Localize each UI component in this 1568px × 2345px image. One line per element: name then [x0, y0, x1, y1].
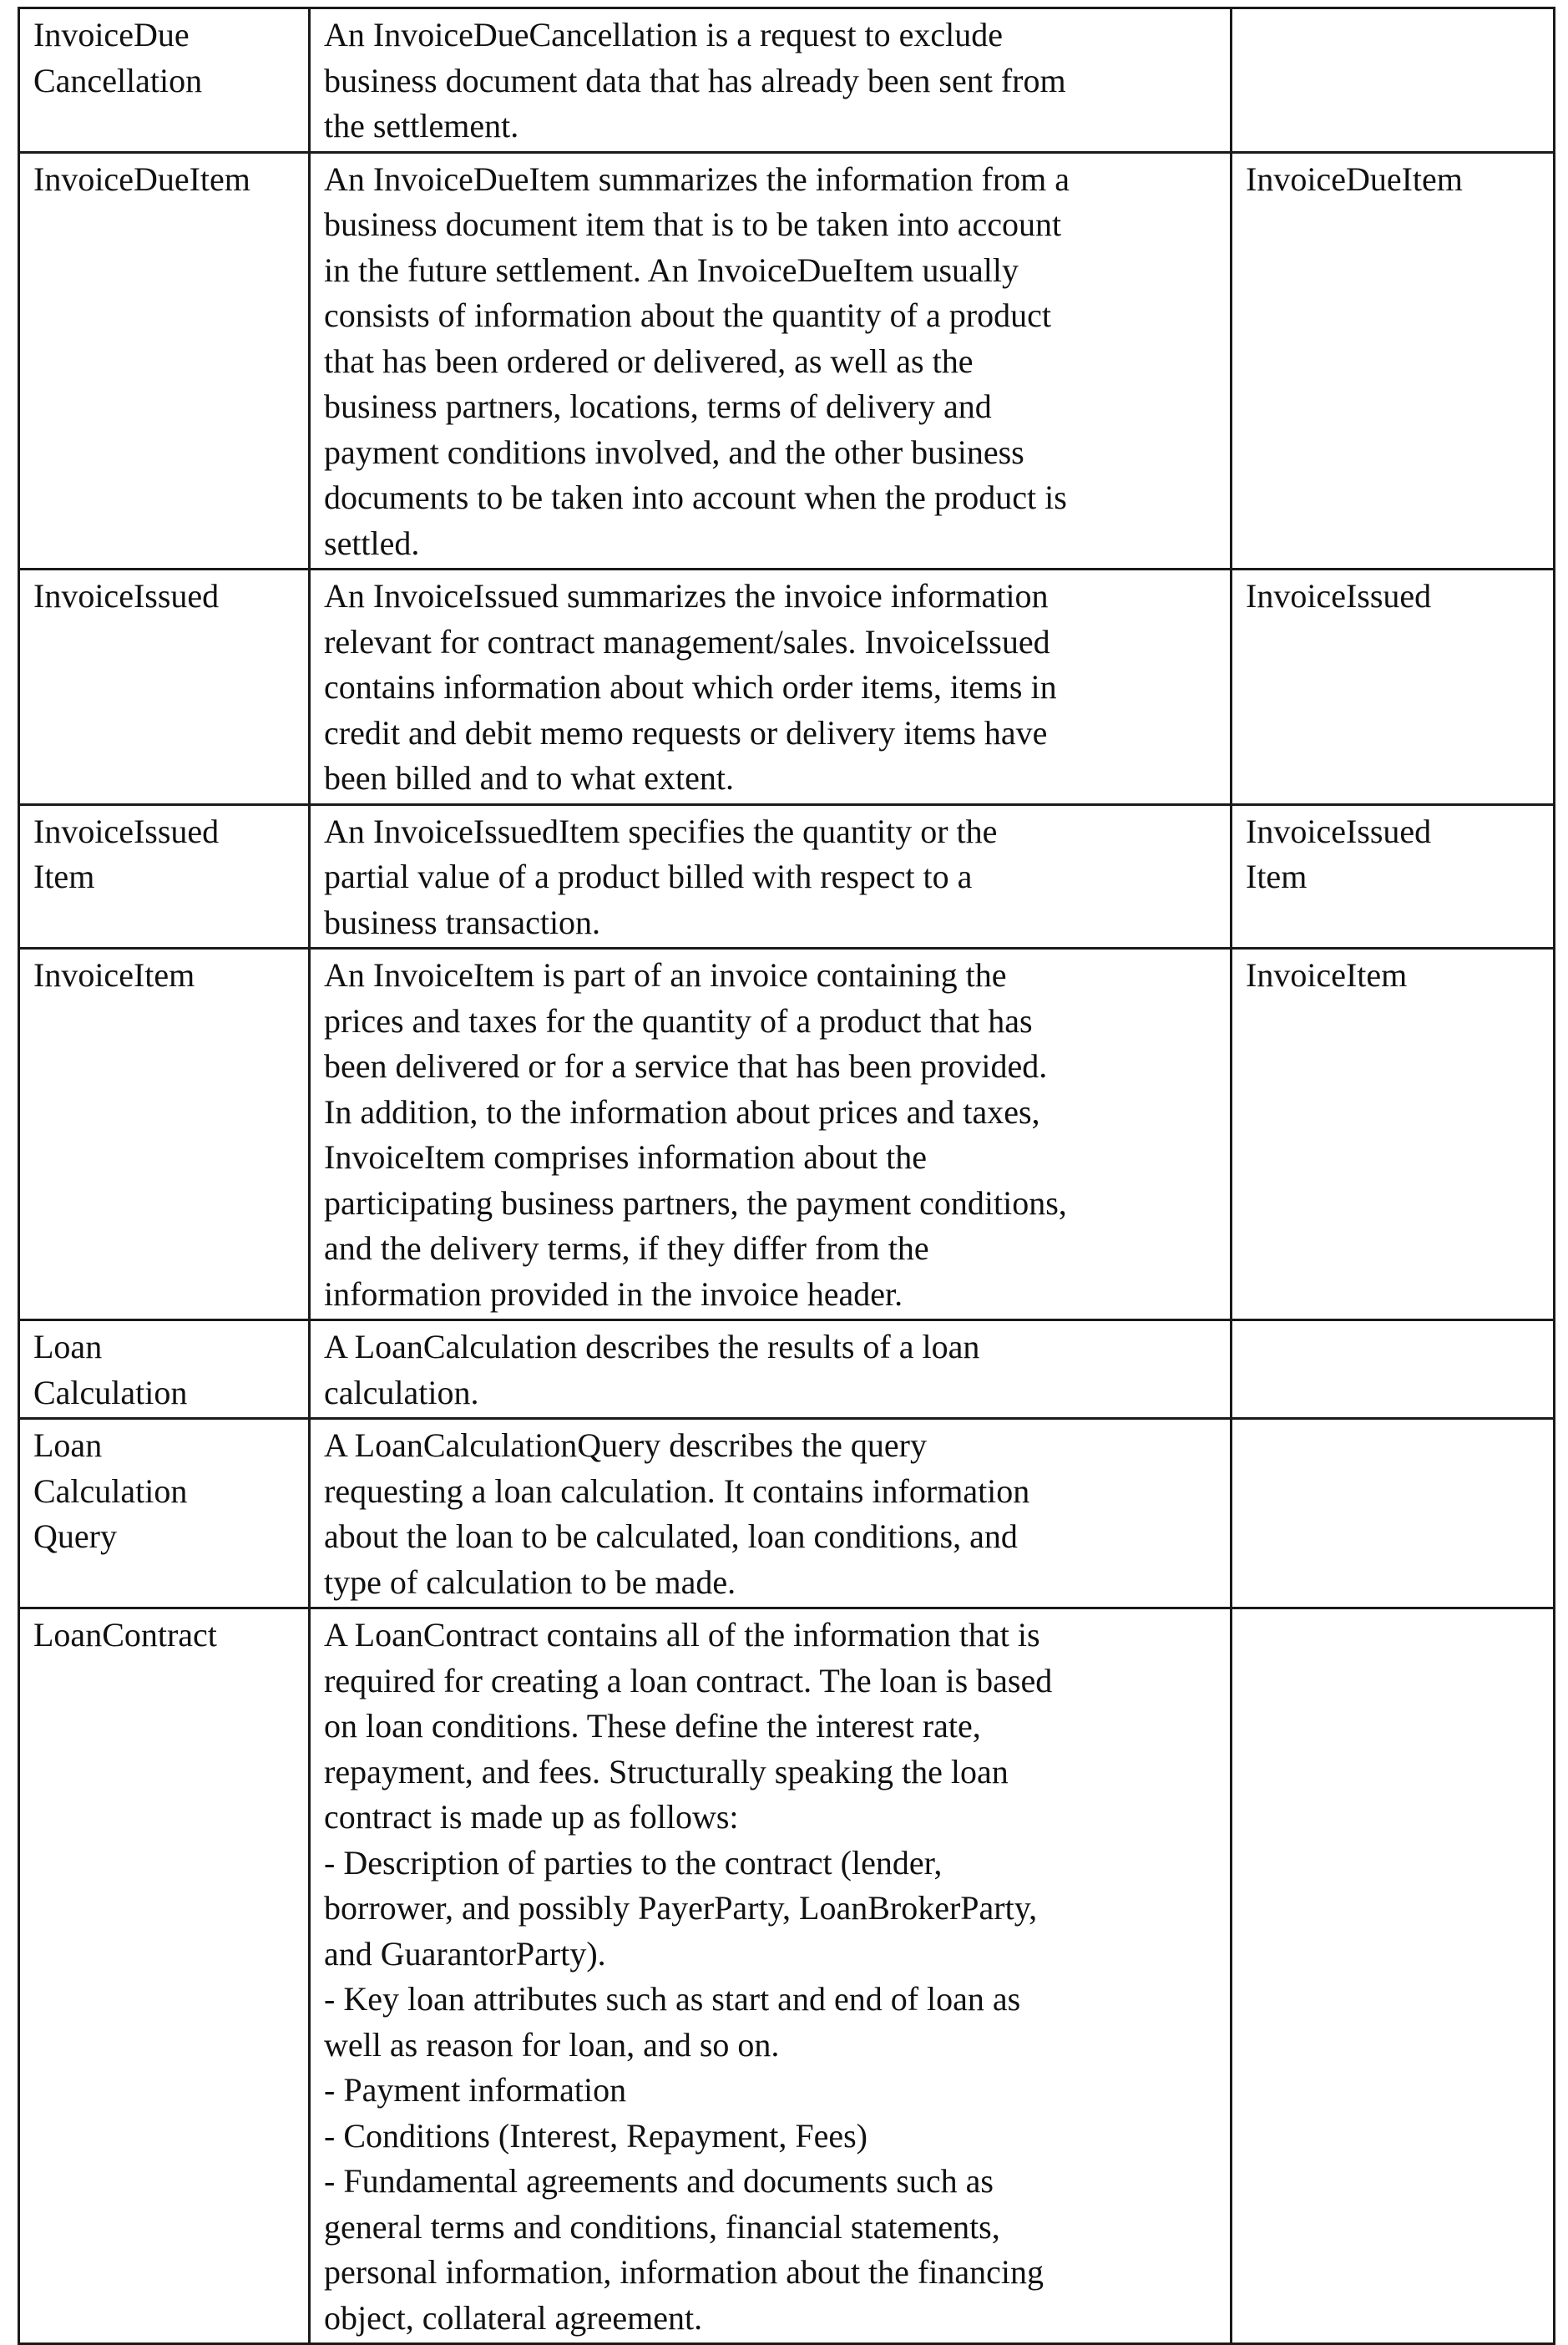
term-line: Query	[33, 1517, 117, 1555]
description-line: business document item that is to be taken into account	[324, 205, 1062, 243]
description-line: documents to be taken into account when the product is	[324, 479, 1067, 516]
description-line: the settlement.	[324, 107, 519, 144]
table-row	[19, 1608, 1555, 2344]
term-cell	[19, 1320, 310, 1419]
description-line: information provided in the invoice header.	[324, 1274, 903, 1313]
description-line: business document data that has already been sent from	[324, 61, 1066, 99]
description-line: payment conditions involved, and the other business	[324, 433, 1024, 471]
description-line: business partners, locations, terms of delivery and	[324, 387, 992, 425]
description-line: credit and debit memo requests or delivery items have	[324, 713, 1048, 752]
description-line: that has been ordered or delivered, as well as the	[324, 342, 974, 380]
description-cell	[310, 1320, 1232, 1419]
term-cell	[19, 949, 310, 1320]
table-row	[19, 949, 1555, 1320]
description-line: relevant for contract management/sales. InvoiceIssued	[324, 622, 1050, 661]
description-line: contains information about which order items, items in	[324, 668, 1057, 706]
term-line: Item	[33, 858, 95, 895]
description-line: An InvoiceIssued summarizes the invoice information	[324, 577, 1049, 615]
description-line: - Key loan attributes such as start and end of loan as	[324, 1980, 1021, 2018]
term-line: InvoiceDueItem	[33, 160, 250, 198]
term-cell	[19, 570, 310, 805]
description-line: A LoanCalculation describes the results of a loan	[324, 1328, 980, 1365]
business-object-cell	[1232, 804, 1555, 949]
term-cell	[19, 152, 310, 570]
description-line: - Fundamental agreements and documents such as	[324, 2162, 994, 2200]
description-line: In addition, to the information about prices and taxes,	[324, 1092, 1040, 1131]
business-object-cell	[1232, 1419, 1555, 1608]
table-row	[19, 8, 1555, 153]
business-object-line: InvoiceIssued	[1246, 577, 1432, 615]
term-line: Calculation	[33, 1373, 188, 1411]
description-cell	[310, 8, 1232, 153]
description-line: requesting a loan calculation. It contains information	[324, 1471, 1030, 1510]
business-object-line: InvoiceIssued	[1246, 812, 1432, 850]
term-line: InvoiceIssued	[33, 812, 220, 850]
term-line: InvoiceDue	[33, 16, 190, 53]
term-line: Loan	[33, 1328, 103, 1365]
term-line: InvoiceIssued	[33, 577, 220, 615]
term-cell	[19, 804, 310, 949]
business-object-cell	[1232, 8, 1555, 153]
description-line: well as reason for loan, and so on.	[324, 2025, 780, 2064]
description-line: on loan conditions. These define the interest rate,	[324, 1707, 981, 1745]
business-object-line: InvoiceDueItem	[1246, 160, 1463, 198]
description-line: business transaction.	[324, 903, 601, 941]
description-cell	[310, 949, 1232, 1320]
description-line: about the loan to be calculated, loan conditions, and	[324, 1517, 1018, 1555]
glossary-table	[18, 7, 1555, 2345]
term-cell	[19, 1419, 310, 1608]
description-cell	[310, 570, 1232, 805]
description-line: InvoiceItem comprises information about the	[324, 1138, 928, 1176]
description-cell	[310, 1608, 1232, 2344]
glossary-table-container	[18, 7, 1553, 2345]
description-line: type of calculation to be made.	[324, 1562, 736, 1601]
description-line: settled.	[324, 524, 420, 562]
description-line: and GuarantorParty).	[324, 1934, 606, 1973]
description-line: repayment, and fees. Structurally speaking the loan	[324, 1752, 1009, 1790]
term-line: LoanContract	[33, 1616, 217, 1654]
term-line: Loan	[33, 1426, 103, 1464]
description-line: An InvoiceDueCancellation is a request to exclude	[324, 16, 1004, 53]
table-row	[19, 804, 1555, 949]
business-object-cell	[1232, 152, 1555, 570]
description-line: in the future settlement. An InvoiceDueItem usually	[324, 251, 1019, 289]
description-line: A LoanCalculationQuery describes the query	[324, 1426, 927, 1464]
description-line: contract is made up as follows:	[324, 1798, 739, 1836]
business-object-cell	[1232, 1608, 1555, 2344]
description-line: personal information, information about the financing	[324, 2253, 1044, 2291]
description-line: required for creating a loan contract. The loan is based	[324, 1661, 1053, 1699]
description-line: been delivered or for a service that has been provided.	[324, 1047, 1048, 1085]
description-line: - Description of parties to the contract (lender,	[324, 1843, 943, 1882]
description-line: An InvoiceItem is part of an invoice containing the	[324, 956, 1007, 994]
term-line: Calculation	[33, 1471, 188, 1510]
description-line: - Conditions (Interest, Repayment, Fees)	[324, 2116, 867, 2155]
table-row	[19, 570, 1555, 805]
description-cell	[310, 804, 1232, 949]
description-line: calculation.	[324, 1373, 479, 1411]
description-line: and the delivery terms, if they differ from the	[324, 1229, 929, 1267]
description-line: borrower, and possibly PayerParty, LoanBrokerParty,	[324, 1889, 1038, 1927]
description-line: A LoanContract contains all of the information that is	[324, 1616, 1040, 1654]
business-object-cell	[1232, 1320, 1555, 1419]
description-line: object, collateral agreement.	[324, 2298, 703, 2337]
business-object-line: InvoiceItem	[1246, 956, 1408, 994]
description-line: been billed and to what extent.	[324, 759, 734, 797]
description-cell	[310, 152, 1232, 570]
table-row	[19, 1320, 1555, 1419]
business-object-line: Item	[1246, 858, 1308, 895]
description-line: prices and taxes for the quantity of a product that has	[324, 1001, 1033, 1040]
term-cell	[19, 1608, 310, 2344]
term-line: Cancellation	[33, 61, 203, 99]
term-cell	[19, 8, 310, 153]
term-line: InvoiceItem	[33, 956, 195, 994]
table-row	[19, 152, 1555, 570]
description-line: partial value of a product billed with respect to a	[324, 858, 973, 895]
description-cell	[310, 1419, 1232, 1608]
business-object-cell	[1232, 570, 1555, 805]
description-line: consists of information about the quantity of a product	[324, 296, 1051, 334]
business-object-cell	[1232, 949, 1555, 1320]
description-line: general terms and conditions, financial statements,	[324, 2207, 1000, 2246]
description-line: participating business partners, the payment conditions,	[324, 1183, 1067, 1222]
description-line: - Payment information	[324, 2071, 627, 2109]
glossary-table-body	[19, 8, 1555, 2344]
description-line: An InvoiceDueItem summarizes the information from a	[324, 160, 1070, 198]
table-row	[19, 1419, 1555, 1608]
description-line: An InvoiceIssuedItem specifies the quantity or the	[324, 812, 998, 850]
